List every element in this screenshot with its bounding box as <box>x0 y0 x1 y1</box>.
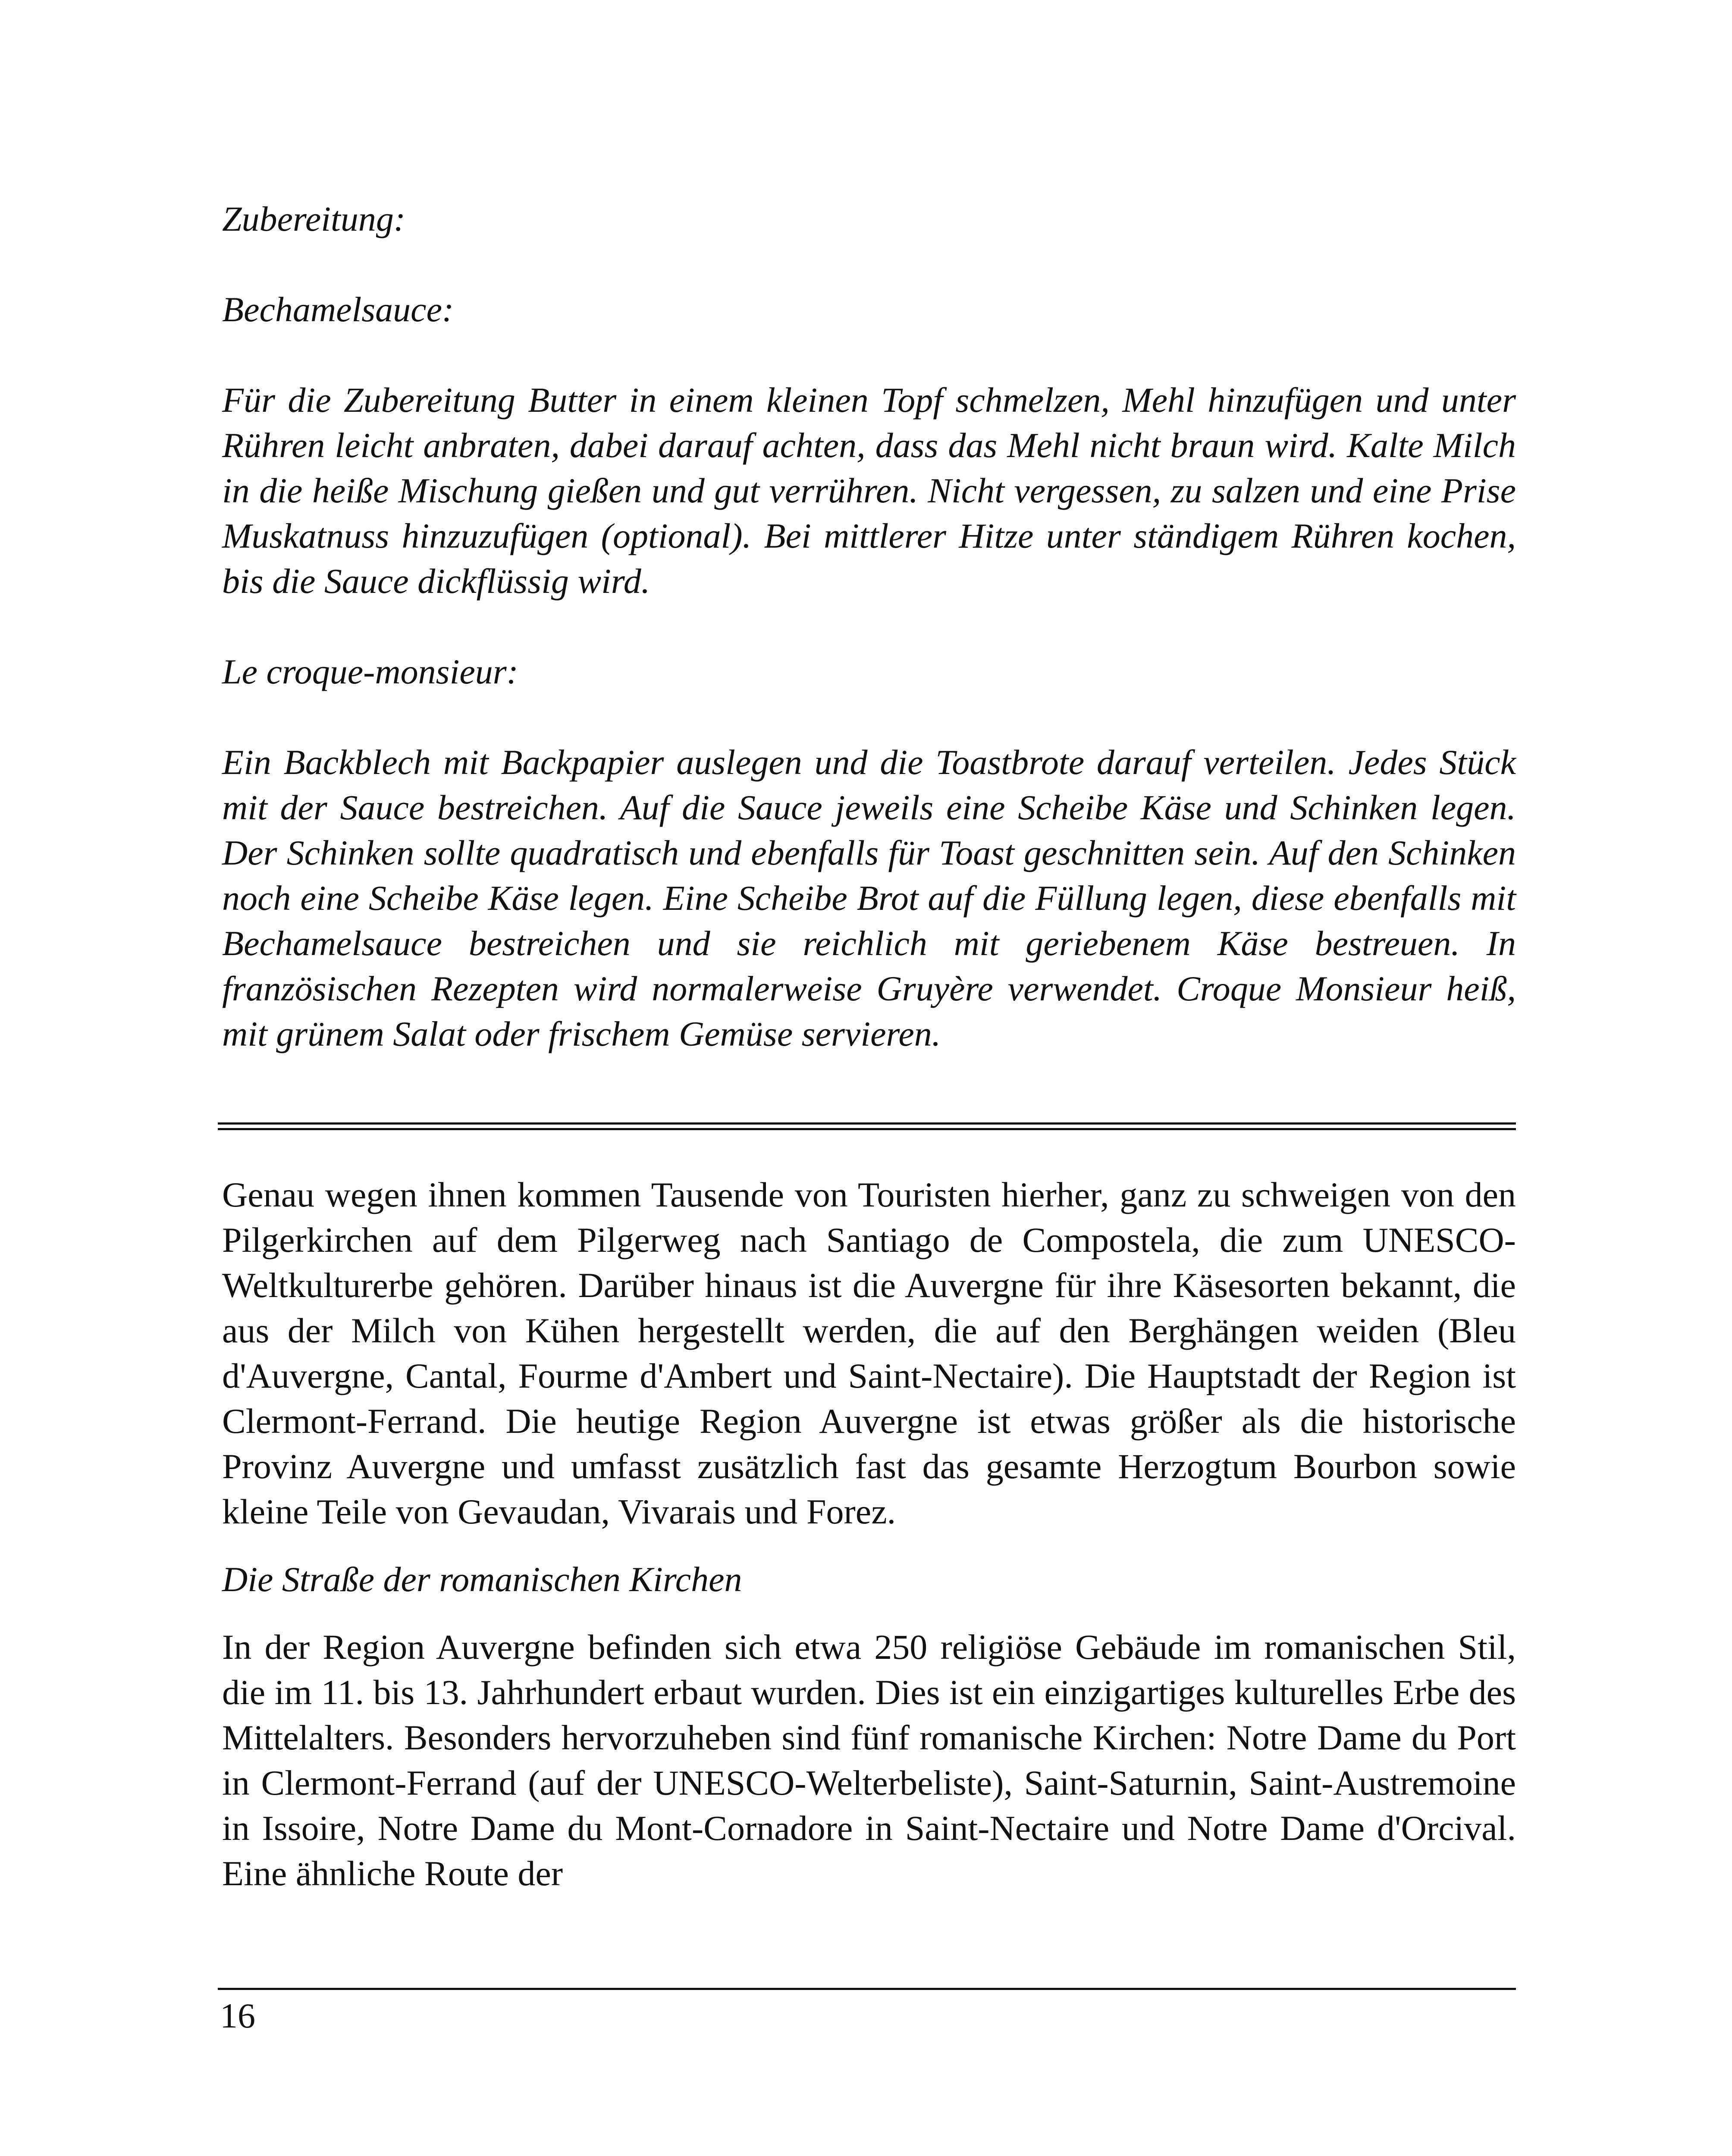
section-divider <box>218 1122 1516 1131</box>
heading-croque-monsieur: Le croque-monsieur: <box>222 652 518 691</box>
page-number: 16 <box>220 1996 255 2035</box>
paragraph-romanische-kirchen: In der Region Auvergne befinden sich etwa 250 religiöse Gebäude im romanischen Stil, die im 11. bis 13. Jahrhundert erbaut wurden. Dies ist ein einzigartiges kulturelles Erbe des Mittelalters. Besonders hervorzuheben sind fünf romanische Kirchen: Notre Dame du Port in Clermont-Ferrand (auf der UNESCO-Welterbeliste), Saint-Saturnin, Saint-Austremoine in Issoire, Notre Dame du Mont-Cornadore in Saint-Nectaire und Notre Dame d'Orcival. Eine ähnliche Route der <box>222 1627 1516 1893</box>
paragraph-auvergne: Genau wegen ihnen kommen Tausende von Touristen hierher, ganz zu schweigen von den Pilgerkirchen auf dem Pilgerweg nach Santiago de Compostela, die zum UNESCO-Weltkulturerbe gehören. Darüber hinaus ist die Auvergne für ihre Käsesorten bekannt, die aus der Milch von Kühen hergestellt werden, die auf den Berghängen weiden (Bleu d'Auvergne, Cantal, Fourme d'Ambert und Saint-Nectaire). Die Hauptstadt der Region ist Clermont-Ferrand. Die heutige Region Auvergne ist etwas größer als die historische Provinz Auvergne und umfasst zusätzlich fast das gesamte Herzogtum Bourbon sowie kleine Teile von Gevaudan, Vivarais und Forez. <box>222 1175 1516 1531</box>
paragraph-croque-monsieur: Ein Backblech mit Backpapier auslegen und die Toastbrote darauf verteilen. Jedes Stück mit der Sauce bestreichen. Auf die Sauce jeweils eine Scheibe Käse und Schinken legen. Der Schinken sollte quadratisch und ebenfalls für Toast geschnitten sein. Auf den Schinken noch eine Scheibe Käse legen. Eine Scheibe Brot auf die Füllung legen, diese ebenfalls mit Bechamelsauce bestreichen und sie reichlich mit geriebenem Käse bestreuen. In französischen Rezepten wird normalerweise Gruyère verwendet. Croque Monsieur heiß, mit grünem Salat oder frischem Gemüse servieren. <box>222 743 1516 1053</box>
paragraph-bechamelsauce: Für die Zubereitung Butter in einem kleinen Topf schmelzen, Mehl hinzufügen und unter Rühren leicht anbraten, dabei darauf achten, dass das Mehl nicht braun wird. Kalte Milch in die heiße Mischung gießen und gut verrühren. Nicht vergessen, zu salzen und eine Prise Muskatnuss hinzuzufügen (optional). Bei mittlerer Hitze unter ständigem Rühren kochen, bis die Sauce dickflüssig wird. <box>222 380 1516 601</box>
article-section <box>222 1172 1516 1896</box>
heading-bechamelsauce: Bechamelsauce: <box>222 290 454 329</box>
heading-strasse-der-romanischen-kirchen: Die Straße der romanischen Kirchen <box>222 1560 742 1599</box>
heading-zubereitung: Zubereitung: <box>222 199 406 238</box>
recipe-section <box>222 196 1516 1056</box>
footer-divider <box>218 1988 1516 1990</box>
